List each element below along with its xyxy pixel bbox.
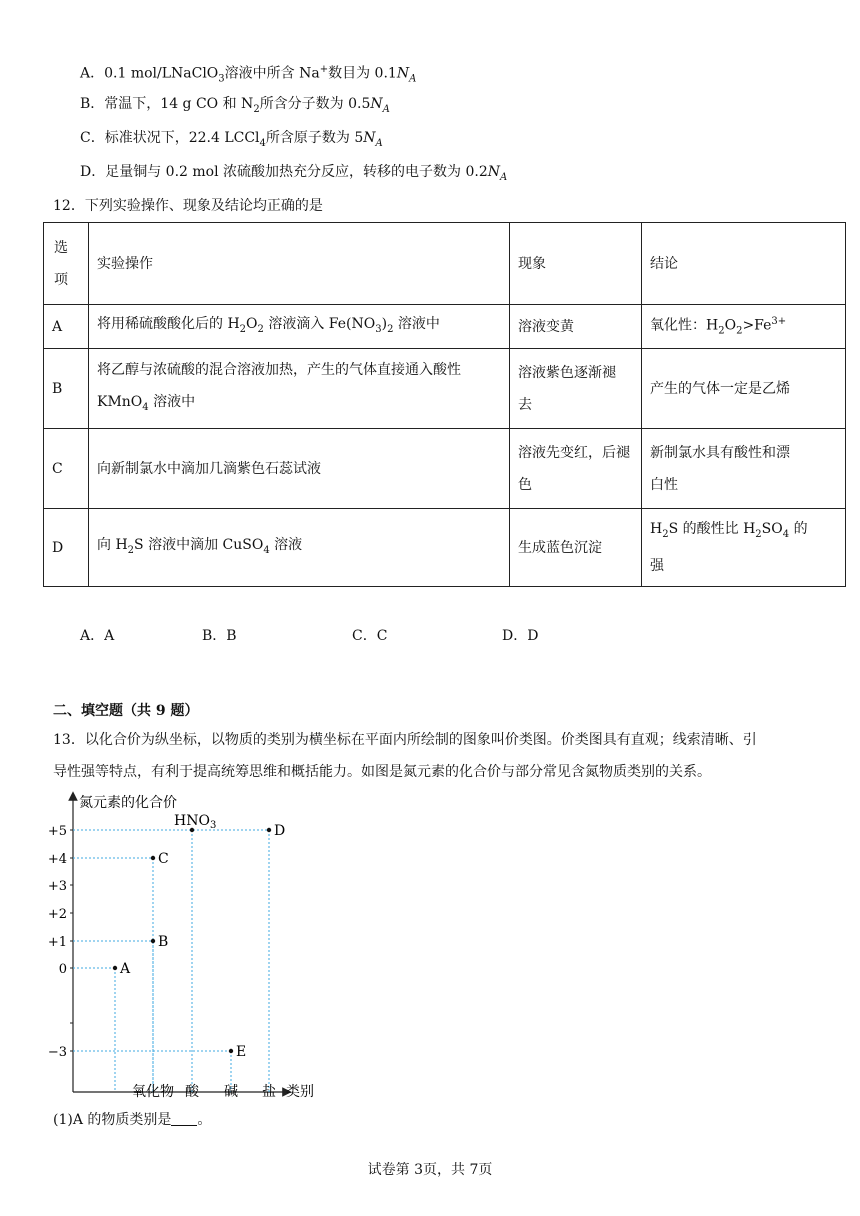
row-phenomenon: 溶液变黄 [510,305,642,349]
experiment-table [43,222,846,587]
option-11-d: D．足量铜与 0.2 mol 浓硫酸加热充分反应，转移的电子数为 $0.2N_A$ [80,164,508,183]
header-operation: 实验操作 [89,223,510,305]
answer-a[interactable]: A．A [80,628,115,644]
y-axis-label: 氮元素的化合价 [79,795,177,811]
row-conclusion: 新制氯水具有酸性和漂 白性 [642,429,846,509]
row-operation: 将用稀硫酸酸化后的 $H_2O_2$ 溶液滴入 $Fe(NO_3)_2$ 溶液中 [89,305,510,349]
point-label: $HNO_3$ [174,813,217,831]
question-13-line1: 13．以化合价为纵坐标，以物质的类别为横坐标在平面内所绘制的图象叫价类图。价类图具有直观；线索清晰、引 [53,732,757,748]
header-conclusion: 结论 [642,223,846,305]
y-tick-label: +4 [47,852,67,867]
data-point [151,939,155,943]
row-conclusion: 产生的气体一定是乙烯 [642,349,846,429]
point-label: D [274,823,286,839]
section-title: 二、填空题（共 9 题） [53,703,199,719]
y-tick-label: +2 [47,907,67,922]
row-operation: 向新制氯水中滴加几滴紫色石蕊试液 [89,429,510,509]
row-label: B [44,349,89,429]
x-category-label: 酸 [185,1084,199,1100]
answer-d[interactable]: D．D [502,628,539,644]
table-header-row [44,223,846,305]
answer-c[interactable]: C．C [352,628,388,644]
row-operation: 向 $H_2S$ 溶液中滴加 CuSO$_4$ 溶液 [89,509,510,587]
header-phenomenon: 现象 [510,223,642,305]
table-row [44,509,846,587]
option-11-c: C．标准状况下，22.4 LCCl$_4$所含原子数为 $5N_A$ [80,130,383,149]
y-tick-label: +1 [47,935,67,950]
question-13-line2: 导性强等特点，有利于提高统筹思维和概括能力。如图是氮元素的化合价与部分常见含氮物质类别的关系。 [53,764,711,780]
y-tick-label: +5 [47,824,67,839]
point-label: B [158,934,169,950]
table-row [44,429,846,509]
x-axis-label: 类别 [286,1084,314,1100]
data-point [267,828,271,832]
header-option: 选项 [44,223,89,305]
page-footer: 试卷第 3页，共 7页 [367,1162,493,1178]
table-row [44,305,846,349]
row-conclusion: 氧化性：$H_2O_2>Fe^{3+}$ [642,305,846,349]
x-category-label: 碱 [224,1084,238,1100]
question-12-stem: 12．下列实验操作、现象及结论均正确的是 [53,198,323,214]
question-13-sub1: (1)A 的物质类别是 。 [53,1112,212,1128]
table-row [44,349,846,429]
row-phenomenon: 溶液先变红，后褪 色 [510,429,642,509]
y-tick-label: +3 [47,879,67,894]
row-label: C [44,429,89,509]
x-category-label: 盐 [262,1084,276,1100]
row-phenomenon: 溶液紫色逐渐褪 去 [510,349,642,429]
answer-choices [0,626,860,646]
row-label: D [44,509,89,587]
point-label: A [120,961,131,977]
row-phenomenon: 生成蓝色沉淀 [510,509,642,587]
row-conclusion: $H_2S$ 的酸性比 $H_2SO_4$ 的 强 [642,509,846,587]
point-label: E [236,1044,247,1060]
x-category-label: 氧化物 [132,1084,174,1100]
answer-blank[interactable] [171,1111,197,1126]
data-point [113,966,117,970]
data-point [229,1049,233,1053]
y-tick-label: −3 [47,1045,67,1060]
row-label: A [44,305,89,349]
option-11-b: B．常温下，14 g CO 和 $N_2$所含分子数为 $0.5N_A$ [80,96,390,115]
row-operation: 将乙醇与浓硫酸的混合溶液加热，产生的气体直接通入酸性 KMnO$_4$ 溶液中 [89,349,510,429]
y-tick-label: 0 [58,962,67,977]
data-point [151,856,155,860]
valence-category-chart [45,786,345,1106]
answer-b[interactable]: B．B [202,628,237,644]
option-11-a: A．0.1 mol/LNaClO$_3$溶液中所含 Na+数目为 $0.1N_A$ [80,64,417,85]
point-label: C [158,851,169,867]
